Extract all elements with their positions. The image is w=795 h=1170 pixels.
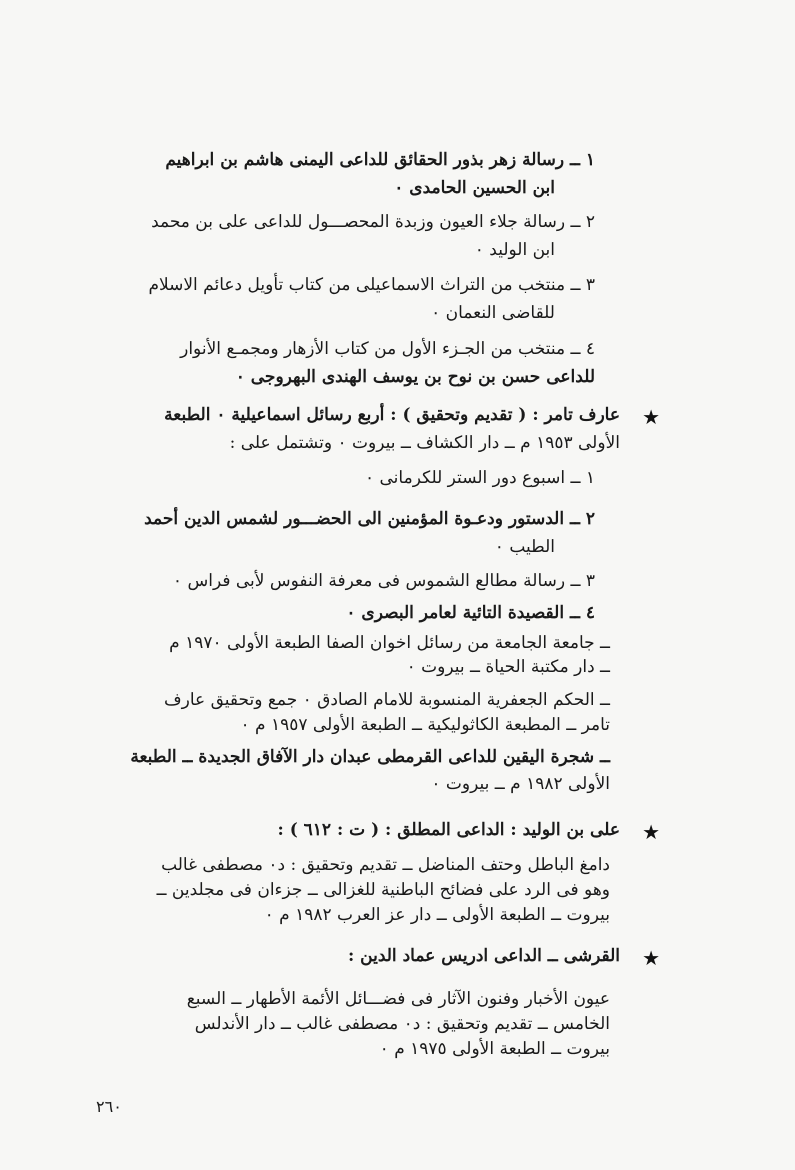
uyun-line-1: عيون الأخبار وفنون الآثار فى فضـــائل الأئمة الأطهار ــ السبع xyxy=(186,989,610,1009)
star-icon: ★ xyxy=(642,820,660,844)
arif-tamer-line-1: عارف تامر : ( تقديم وتحقيق ) : أربع رسائل اسماعيلية ٠ الطبعة xyxy=(164,405,620,425)
entry-4-line-1: ٤ ــ منتخب من الجـزء الأول من كتاب الأزهار ومجمـع الأنوار xyxy=(180,339,595,359)
hikam-line-2: تامر ــ المطبعة الكاثوليكية ــ الطبعة الأولى ١٩٥٧ م ٠ xyxy=(240,715,610,735)
entry-2-line-2: ابن الوليد ٠ xyxy=(474,240,555,260)
entry-1-line-2: ابن الحسين الحامدى ٠ xyxy=(394,178,555,198)
page-number: ٢٦٠ xyxy=(96,1097,122,1116)
star-icon: ★ xyxy=(642,946,660,970)
damigh-line-2: وهو فى الرد على فضائح الباطنية للغزالى ــ جزءان فى مجلدين ــ xyxy=(156,880,610,900)
entry-4-line-2: للداعى حسن بن نوح بن يوسف الهندى البهروجى ٠ xyxy=(235,367,595,387)
qurashi-heading: القرشى ــ الداعى ادريس عماد الدين : xyxy=(347,946,620,966)
hikam-line-1: ــ الحكم الجعفرية المنسوبة للامام الصادق ٠ جمع وتحقيق عارف xyxy=(164,690,610,710)
star-icon: ★ xyxy=(642,405,660,429)
sub-item-1: ١ ــ اسبوع دور الستر للكرمانى ٠ xyxy=(364,468,595,488)
sub-item-2-line-2: الطيب ٠ xyxy=(494,537,555,557)
damigh-line-3: بيروت ــ الطبعة الأولى ــ دار عز العرب ١٩٨٢ م ٠ xyxy=(264,905,610,925)
uyun-line-2: الخامس ــ تقديم وتحقيق : د٠ مصطفى غالب ــ دار الأندلس xyxy=(194,1014,610,1034)
entry-1-line-1: ١ ــ رسالة زهر بذور الحقائق للداعى اليمنى هاشم بن ابراهيم xyxy=(165,150,595,170)
jamia-line-2: ــ دار مكتبة الحياة ــ بيروت ٠ xyxy=(406,657,610,677)
jamia-line-1: ــ جامعة الجامعة من رسائل اخوان الصفا الطبعة الأولى ١٩٧٠ م xyxy=(169,633,610,653)
entry-2-line-1: ٢ ــ رسالة جلاء العيون وزبدة المحصـــول للداعى على بن محمد xyxy=(151,212,595,232)
uyun-line-3: بيروت ــ الطبعة الأولى ١٩٧٥ م ٠ xyxy=(379,1039,610,1059)
arif-tamer-line-2: الأولى ١٩٥٣ م ــ دار الكشاف ــ بيروت ٠ وتشتمل على : xyxy=(229,433,620,453)
entry-3-line-2: للقاضى النعمان ٠ xyxy=(431,303,555,323)
ali-heading: على بن الوليد : الداعى المطلق : ( ت : ٦١٢ ) : xyxy=(277,820,620,840)
sub-item-4: ٤ ــ القصيدة التائية لعامر البصرى ٠ xyxy=(346,603,595,623)
shajara-line-2: الأولى ١٩٨٢ م ــ بيروت ٠ xyxy=(431,774,610,794)
damigh-line-1: دامغ الباطل وحتف المناضل ــ تقديم وتحقيق : د٠ مصطفى غالب xyxy=(161,855,610,875)
entry-3-line-1: ٣ ــ منتخب من التراث الاسماعيلى من كتاب تأويل دعائم الاسلام xyxy=(148,275,595,295)
sub-item-2-line-1: ٢ ــ الدستور ودعـوة المؤمنين الى الحضـــور لشمس الدين أحمد xyxy=(144,509,595,529)
sub-item-3: ٣ ــ رسالة مطالع الشموس فى معرفة النفوس لأبى فراس ٠ xyxy=(172,571,595,591)
shajara-line-1: ــ شجرة اليقين للداعى القرمطى عبدان دار الآفاق الجديدة ــ الطبعة xyxy=(130,747,610,767)
